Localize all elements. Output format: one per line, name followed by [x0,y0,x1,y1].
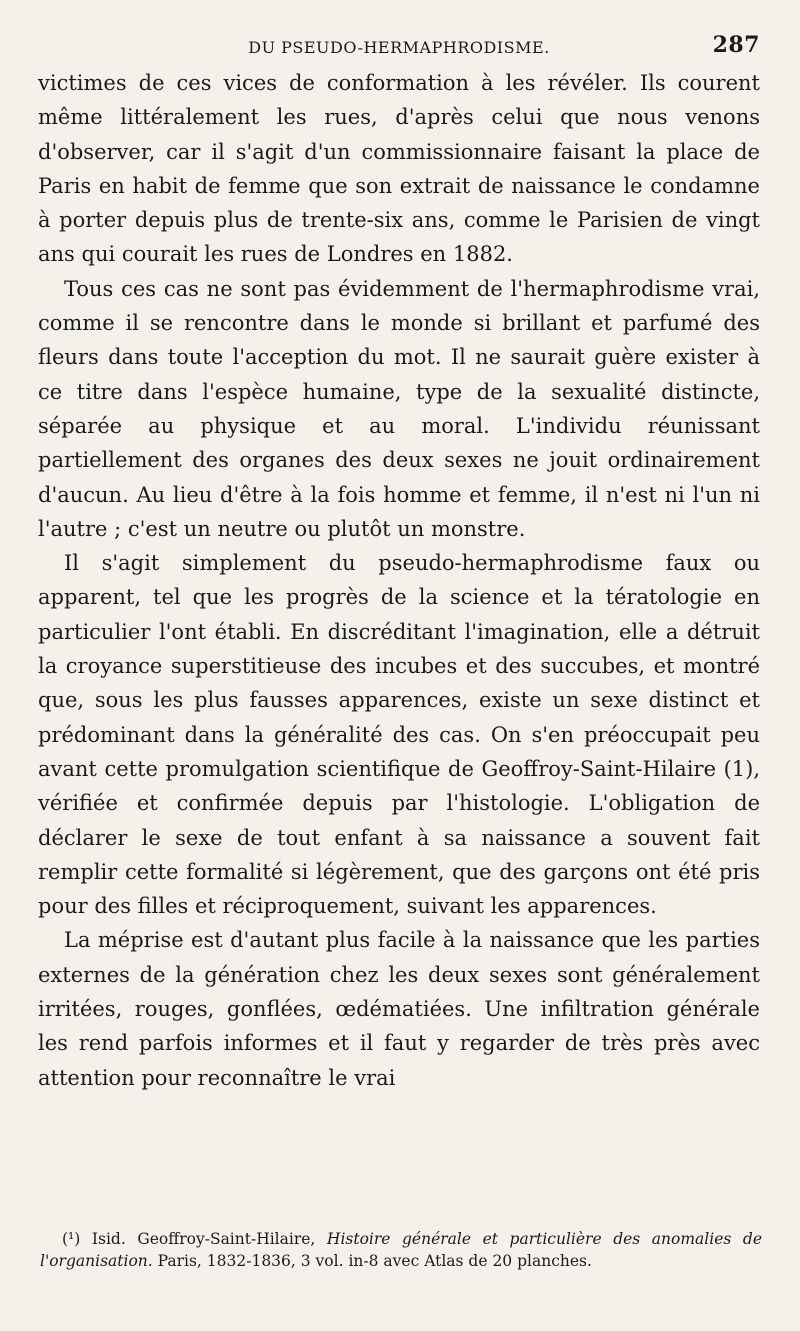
footnote [40,1228,762,1272]
page-number: 287 [712,32,760,58]
body-text [38,66,760,1095]
footnote-author: Isid. Geoffroy-Saint-Hilaire, [91,1230,316,1248]
paragraph-1: victimes de ces vices de conformation à les révéler. Ils courent même littéralement les rues, d'après celui que nous venons d'observer, car il s'agit d'un commissionnaire faisant la place de Paris en habit de femme que son extrait de naissance le condamne à porter depuis plus de trente-six ans, comme le Parisien de vingt ans qui courait les rues de Londres en 1882. [38,71,760,267]
paragraph-2: Tous ces cas ne sont pas évidemment de l'hermaphrodisme vrai, comme il se rencontre dans le monde si brillant et parfumé des fleurs dans toute l'acception du mot. Il ne saurait guère exister à ce titre dans l'espèce humaine, type de la sexualité distincte, séparée au physique et au moral. L'individu réunissant partiellement des organes des deux sexes ne jouit ordinairement d'aucun. Au lieu d'être à la fois homme et femme, il n'est ni l'un ni l'autre ; c'est un neutre ou plutôt un monstre. [38,276,760,541]
footnote-marker: (¹) [62,1230,81,1248]
running-head [38,30,760,66]
paragraph-3: Il s'agit simplement du pseudo-hermaphrodisme faux ou apparent, tel que les progrès de la science et la tératologie en particulier l'ont établi. En discréditant l'imagination, elle a détruit la croyance superstitieuse des incubes et des succubes, et montré que, sous les plus fausses apparences, existe un sexe distinct et prédominant dans la généralité des cas. On s'en préoccupait peu avant cette promulgation scientifique de Geoffroy-Saint-Hilaire (1), vérifiée et confirmée depuis par l'histologie. L'obligation de déclarer le sexe de tout enfant à sa naissance a souvent fait remplir cette formalité si légèrement, que des garçons ont été pris pour des filles et réciproquement, suivant les apparences. [38,551,760,919]
running-title: DU PSEUDO-HERMAPHRODISME. [248,38,550,57]
paragraph-4: La méprise est d'autant plus facile à la naissance que les parties externes de la génération chez les deux sexes sont généralement irritées, rouges, gonflées, œdématiées. Une infiltration générale les rend parfois informes et il faut y regarder de très près avec attention pour reconnaître le vrai [38,928,760,1090]
footnote-details: Paris, 1832-1836, 3 vol. in-8 avec Atlas de 20 planches. [157,1252,592,1270]
footnote-work-title: Histoire générale et particulière des anomalies de l'organisation. [40,1230,762,1270]
